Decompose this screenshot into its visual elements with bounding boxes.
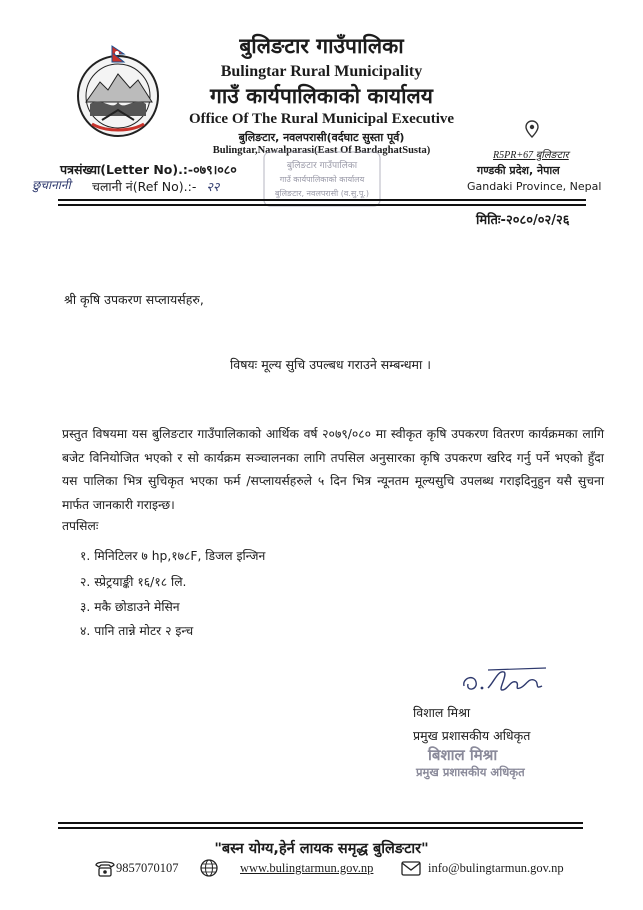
header-divider-bottom [58,204,586,206]
province-english: Gandaki Province, Nepal [467,180,602,193]
email-icon [400,858,422,878]
handwritten-signature [458,662,558,700]
footer-email-link[interactable]: info@bulingtarmun.gov.np [428,861,564,875]
footer-divider-top [58,822,583,824]
list-item: १. मिनिटिलर ७ hp,१७८F, डिजल इन्जिन [80,549,266,563]
reference-number-label: चलानी नं(Ref No).:- [92,179,197,194]
signature-stamp-name: बिशाल मिश्रा [428,746,498,764]
signatory-name: विशाल मिश्रा [413,705,471,720]
signatory-title: प्रमुख प्रशासकीय अधिकृत [413,728,531,743]
reference-number [92,178,219,195]
subject-line [230,356,431,373]
plus-code: R5PR+67 बुलिङटार [493,150,569,161]
subject-text: मूल्य सुचि उपल्बध गराउने सम्बन्धमा । [261,357,431,372]
phone-icon [94,858,116,878]
address-nepali: बुलिङटार, नवलपरासी(वर्दघाट सुस्ता पूर्व) [238,131,405,144]
municipality-name-nepali: बुलिङटार गाउँपालिका [239,34,404,58]
list-item: २. स्प्रेट्रयाङ्की १६/१८ लि. [80,575,187,589]
address-english: Bulingtar,Nawalparasi(East Of BardaghatSusta) [212,145,431,156]
letter-date [476,210,570,228]
subject-label: विषयः [230,357,258,372]
stamp-line-3: बुलिङटार, नवलपरासी (व.सु.पू.) [274,189,370,198]
footer-website-link[interactable]: www.bulingtarmun.gov.np [240,861,374,875]
office-name-nepali: गाउँ कार्यपालिकाको कार्यालय [210,84,433,108]
signature-stamp-title: प्रमुख प्रशासकीय अधिकृत [416,765,525,779]
body-paragraph: प्रस्तुत विषयमा यस बुलिङटार गाउँपालिकाको आर्थिक वर्ष २०७९/०८० मा स्वीकृत कृषि उपकरण वितरण कार्यक्रमका लागि बजेट विनियोजित भएको र सो कार्यक्रम सञ्चालनका लागि तपसिल अनुसारका कृषि उपकरण खरिद गर्नु पर्ने भएको हुँदा यस पालिका भित्र सुचिकृत भएका फर्म /सप्लायर्सहरुले ५ दिन भित्र न्यूनतम मूल्यसुचि उपलब्ध गराइदिनुहुन यसै सुचना मार्फत जानकारी गराइन्छ। [62,427,605,512]
letter-number [60,161,237,178]
letter-number-value: ०७९।०८० [193,162,237,177]
salutation: श्री कृषि उपकरण सप्लायर्सहरु, [64,292,204,307]
municipality-slogan: "बस्न योग्य,हेर्न लायक समृद्ध बुलिङटार" [214,841,429,857]
footer-divider-bottom [58,827,583,829]
list-item: ४. पानि तान्ने मोटर २ इन्च [80,624,194,638]
office-name-english: Office Of The Rural Municipal Executive [188,111,455,127]
globe-icon [198,858,220,878]
date-label: मितिः- [476,213,506,228]
stamp-line-2: गाउँ कार्यपालिकाको कार्यालय [279,175,365,184]
reference-number-value: २२ [206,179,220,194]
list-item: ३. मकै छोडाउने मेसिन [80,600,180,614]
stamp-line-1: बुलिङटार गाउँपालिका [286,161,358,171]
header-divider-top [58,199,586,201]
municipality-name-english: Bulingtar Rural Municipality [220,63,423,80]
handwritten-prefix: छुचानानी [32,178,71,192]
province-nepali: गण्डकी प्रदेश, नेपाल [477,164,560,177]
date-value: २०८०/०२/२६ [505,213,570,228]
letter-number-label: पत्रसंख्या(Letter No).:- [60,162,194,177]
details-label: तपसिलः [62,519,99,533]
footer-phone: 9857070107 [116,861,179,875]
location-pin-icon [525,120,539,138]
